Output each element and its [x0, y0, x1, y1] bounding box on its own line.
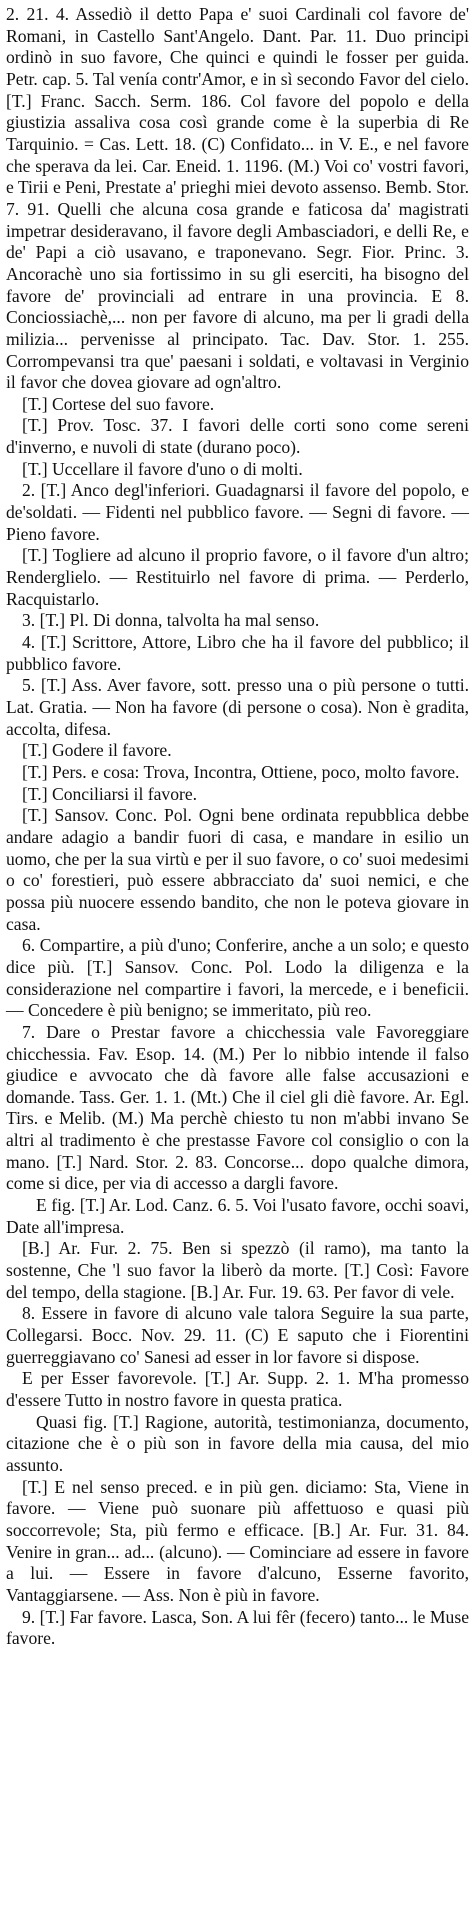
entry-paragraph-10: [T.] Godere il favore. — [22, 740, 172, 761]
sense-4-paragraph: 4. [T.] Scrittore, Attore, Libro che ha il favore del pubblico; il pubblico favore. — [6, 632, 469, 674]
entry-paragraph-21: [T.] E nel senso preced. e in più gen. diciamo: Sta, Viene in favore. — Viene può suonare più affettuoso e quasi più soccorrevole; Sta, più fermo e efficace. [B.] Ar. Fur. 31. 84. Venire in gran... ad... (alcuno). — Cominciare ad essere in favore a lui. — Essere in favore d'alcuno, Esserne favorito, Vantaggiarsene. — Ass. Non è più in favore. — [6, 1476, 469, 1605]
sense-7-paragraph: 7. Dare o Prestar favore a chicchessia vale Favoreggiare chicchessia. Fav. Esop. 14. (M.) Per lo nibbio intende il falso giudice e avvocato che dà favore alle false accusazioni e domande. Tass. Ger. 1. 1. (Mt.) Che il ciel gli diè favore. Ar. Egl. Tirs. e Melib. (M.) Ma perchè chiesto tu non m'abbi invano Se altri al tradimento è che prestasse Favore col consiglio o con la mano. [T.] Nard. Stor. 2. 83. Concorse... dopo qualche dimora, come si dice, per via di accesso a dargli favore. — [6, 1021, 469, 1194]
entry-paragraph-16: E fig. [T.] Ar. Lod. Canz. 6. 5. Voi l'usato favore, occhi soavi, Date all'impresa. — [6, 1195, 469, 1237]
entry-paragraph-1: 2. 21. 4. Assediò il detto Papa e' suoi Cardinali col favore de' Romani, in Castello Sant'Angelo. Dant. Par. 11. Duo principi ordinò in suo favore, Che quinci e quindi le fosser per guida. Petr. cap. 5. Tal venía contr'Amor, e in sì secondo Favor del cielo. [T.] Franc. Sacch. Serm. 186. Col favore del popolo e della giustizia assaliva cosa così grande come è la superbia di Re Tarquinio. = Cas. Lett. 18. (C) Confidato... in V. E., e nel favore che sperava da lei. Car. Eneid. 1. 1196. (M.) Voi co' vostri favori, e Tirii e Peni, Prestate a' prieghi miei devoto assenso. Bemb. Stor. 7. 91. Quelli che alcuna cosa grande e faticosa da' magistrati impetrar desideravano, il favore degli Ambasciadori, e delli Re, e de' Papi a ciò usavano, e traponevano. Segr. Fior. Princ. 3. Ancorachè uno sia fortissimo in su gli eserciti, ha bisogno del favore de' provinciali ad entrare in una provincia. E 8. Conciossiachè,... non per favore di alcuno, ma per li gradi della milizia... pervenisse al principato. Tac. Dav. Stor. 1. 255. Corrompevansi tra que' paesani i soldati, e voltavasi in Verginio il favor che dovea giovare ad ogn'altro. — [6, 4, 470, 393]
entry-paragraph-13: [T.] Sansov. Conc. Pol. Ogni bene ordinata repubblica debbe andare adagio a bandir fuori di casa, e mandare in esilio un uomo, che per la sua virtù e per il suo favore, o co' suoi medesimi o co' forestieri, può essere abbracciato da' suoi nemici, e che possa più nuocere essendo bandito, che non le poteva giovare in casa. — [6, 805, 469, 934]
entry-paragraph-11: [T.] Pers. e cosa: Trova, Incontra, Ottiene, poco, molto favore. — [22, 761, 460, 782]
entry-paragraph-19: E per Esser favorevole. [T.] Ar. Supp. 2. 1. M'ha promesso d'essere Tutto in nostro favore in questa pratica. — [6, 1368, 469, 1410]
entry-paragraph-17: [B.] Ar. Fur. 2. 75. Ben si spezzò (il ramo), ma tanto la sostenne, Che 'l suo favor la liberò da morte. [T.] Così: Favore del tempo, della stagione. [B.] Ar. Fur. 19. 63. Per favor di vele. — [6, 1238, 469, 1302]
sense-9-paragraph: 9. [T.] Far favore. Lasca, Son. A lui fêr (fecero) tanto... le Muse favore. — [6, 1606, 469, 1649]
sense-8-paragraph: 8. Essere in favore di alcuno vale talora Seguire la sua parte, Collegarsi. Bocc. Nov. 29. 11. (C) E saputo che i Fiorentini guerreggiavano co' Sanesi ad esser in lor favore si dispose. — [6, 1303, 469, 1367]
entry-paragraph-4: [T.] Uccellare il favore d'uno o di molti. — [22, 458, 303, 479]
entry-paragraph-2: [T.] Cortese del suo favore. — [22, 393, 215, 414]
entry-paragraph-6: [T.] Togliere ad alcuno il proprio favore, o il favore d'un altro; Renderglielo. — Restituirlo nel favore di prima. — Perderlo, Racquistarlo. — [6, 545, 469, 609]
entry-paragraph-20: Quasi fig. [T.] Ragione, autorità, testimonianza, documento, citazione che è o più son in favore della mia causa, del mio assunto. — [6, 1411, 469, 1475]
entry-paragraph-3: [T.] Prov. Tosc. 37. I favori delle corti sono come sereni d'inverno, e nuvoli di state (durano poco). — [6, 415, 469, 458]
sense-6-paragraph: 6. Compartire, a più d'uno; Conferire, anche a un solo; e questo dice più. [T.] Sansov. Conc. Pol. Lodo la diligenza e la considerazione nel compartire i favori, la mercede, e i beneficii. — Concedere è più benigno; se immeritato, più reo. — [6, 935, 469, 1021]
sense-5-paragraph: 5. [T.] Ass. Aver favore, sott. presso una o più persone o tutti. Lat. Gratia. — Non ha favore (di persone o cosa). Non è gradita, accolta, difesa. — [6, 675, 469, 739]
sense-3-paragraph: 3. [T.] Pl. Di donna, talvolta ha mal senso. — [22, 610, 320, 631]
entry-paragraph-12: [T.] Conciliarsi il favore. — [22, 783, 198, 804]
sense-2-paragraph: 2. [T.] Anco degl'inferiori. Guadagnarsi il favore del popolo, e de'soldati. — Fidenti nel pubblico favore. — Segni di favore. — Pieno favore. — [6, 480, 469, 544]
